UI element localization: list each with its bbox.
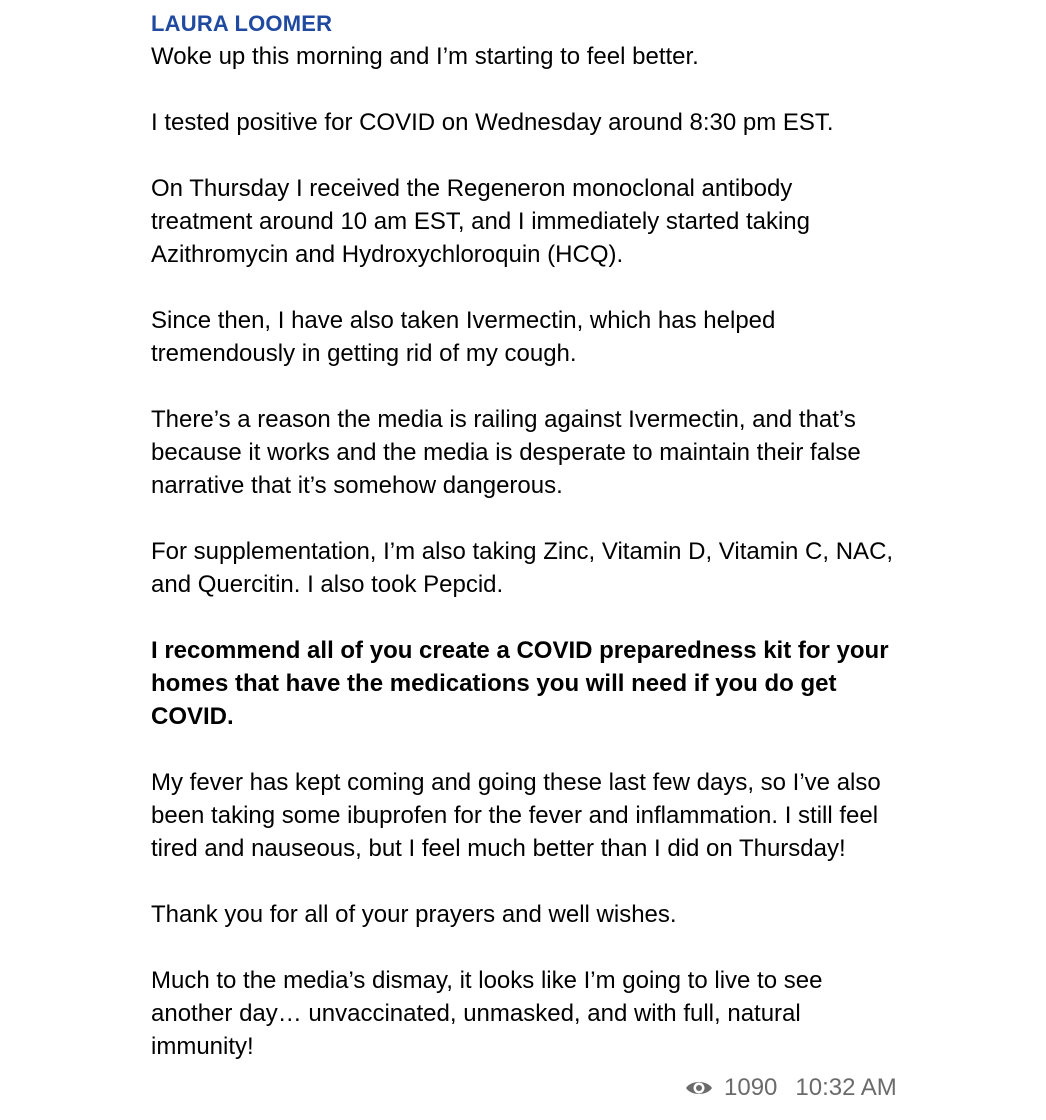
message-paragraph: Woke up this morning and I’m starting to feel better. [151,43,699,70]
message-paragraph-bold: I recommend all of you create a COVID preparedness kit for your homes that have the medications you will need if you do get COVID. [151,637,889,730]
message-paragraph: Thank you for all of your prayers and well wishes. [151,901,677,928]
view-count: 1090 [724,1074,778,1101]
message-paragraph: For supplementation, I’m also taking Zinc, Vitamin D, Vitamin C, NAC, and Quercitin. I also took Pepcid. [151,538,894,598]
message-paragraph: My fever has kept coming and going these last few days, so I’ve also been taking some ibuprofen for the fever and inflammation. I still feel tired and nauseous, but I feel much better than I did on Thursday! [151,769,881,862]
eye-icon [684,1073,714,1103]
message-paragraph: Much to the media’s dismay, it looks like I’m going to live to see another day… unvaccinated, unmasked, and with full, natural immunity! [151,967,823,1060]
message-time: 10:32 AM [795,1074,897,1101]
message-paragraph: I tested positive for COVID on Wednesday around 8:30 pm EST. [151,109,834,136]
message-meta [684,1072,897,1104]
message-paragraph: There’s a reason the media is railing against Ivermectin, and that’s because it works and the media is desperate to maintain their false narrative that it’s somehow dangerous. [151,406,861,499]
author-name[interactable]: LAURA LOOMER [151,11,333,36]
message-bubble [151,8,896,1063]
message-paragraph: On Thursday I received the Regeneron monoclonal antibody treatment around 10 am EST, and I immediately started taking Azithromycin and Hydroxychloroquin (HCQ). [151,175,811,268]
message-paragraph: Since then, I have also taken Ivermectin, which has helped tremendously in getting rid of my cough. [151,307,776,367]
